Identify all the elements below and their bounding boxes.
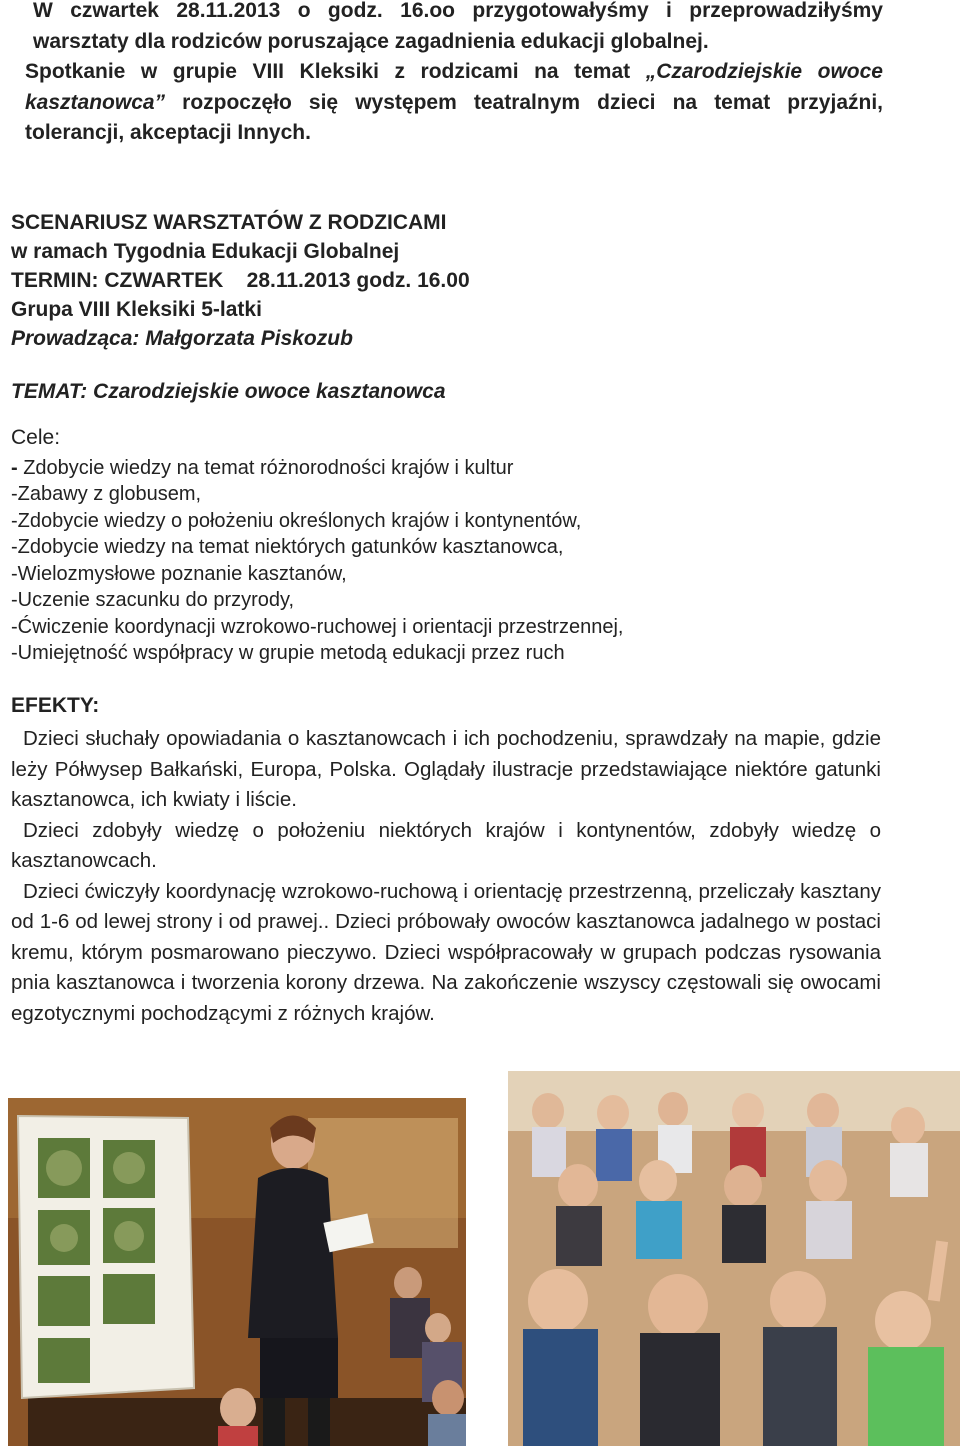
scenario-leader: Prowadząca: Małgorzata Piskozub — [11, 327, 353, 350]
effects-paragraph: Dzieci ćwiczyły koordynację wzrokowo-ruchową i orientację przestrzenną, przeliczały kasztany od 1-6 od lewej strony i od prawej.. Dzieci próbowały owoców kasztanowca jadalnego w postaci kremu, którym posmarowano pieczywo. Dzieci współpracowały w grupach podczas rysowania pnia kasztanowca i tworzenia korony drzewa. Na zakończenie wszyscy częstowali się owocami egzotycznymi pochodzącymi z różnych krajów. — [11, 879, 881, 1025]
effects-heading: EFEKTY: — [11, 694, 100, 717]
goal-item: -Umiejętność współpracy w grupie metodą edukacji przez ruch — [11, 642, 565, 664]
photo-teacher-presentation-image — [8, 1098, 466, 1446]
workshop-title: „Czarodziejskie owoce kasztanowca” — [25, 60, 883, 114]
scenario-date: TERMIN: CZWARTEK 28.11.2013 godz. 16.00 — [11, 269, 470, 292]
intro-paragraph-2-end: rozpoczęło się występem teatralnym dzieci na temat przyjaźni, tolerancji, akceptacji Innych. — [25, 90, 883, 144]
goal-item: -Uczenie szacunku do przyrody, — [11, 589, 295, 611]
goals-section — [11, 425, 911, 667]
scenario-subheading: w ramach Tygodnia Edukacji Globalnej — [11, 240, 400, 263]
scenario-header — [11, 208, 891, 406]
goal-bullet: - — [11, 456, 24, 479]
scenario-topic: TEMAT: Czarodziejskie owoce kasztanowca — [11, 380, 446, 403]
effects-section — [11, 724, 881, 1029]
spacer — [11, 353, 891, 377]
photo-teacher-presentation — [8, 1098, 466, 1446]
effects-paragraph: Dzieci zdobyły wiedzę o położeniu niektórych krajów i kontynentów, zdobyły wiedzę o kasztanowcach. — [11, 818, 881, 872]
goal-item: -Ćwiczenie koordynacji wzrokowo-ruchowej i orientacji przestrzennej, — [11, 615, 624, 638]
intro-text — [11, 0, 883, 149]
intro-paragraph-1: W czwartek 28.11.2013 o godz. 16.oo przygotowałyśmy i przeprowadziłyśmy warsztaty dla rodziców poruszające zagadnienia edukacji globalnej. — [33, 0, 883, 53]
goal-item: -Wielozmysłowe poznanie kasztanów, — [11, 562, 347, 585]
goal-item: -Zdobycie wiedzy o położeniu określonych krajów i kontynentów, — [11, 509, 582, 532]
scenario-group: Grupa VIII Kleksiki 5-latki — [11, 298, 262, 321]
goal-item: -Zdobycie wiedzy na temat niektórych gatunków kasztanowca, — [11, 536, 564, 558]
goals-heading: Cele: — [11, 426, 61, 449]
photo-children-group — [508, 1071, 960, 1446]
goal-item — [11, 455, 911, 482]
goal-item-text: Zdobycie wiedzy na temat różnorodności krajów i kultur — [23, 456, 514, 479]
goal-item: -Zabawy z globusem, — [11, 483, 202, 505]
effects-paragraph: Dzieci słuchały opowiadania o kasztanowcach i ich pochodzeniu, sprawdzały na mapie, gdzie leży Półwysep Bałkański, Europa, Polska. Oglądały ilustracje przedstawiające niektóre gatunki kasztanowca, ich kwiaty i liście. — [11, 727, 881, 811]
scenario-heading: SCENARIUSZ WARSZTATÓW Z RODZICAMI — [11, 211, 447, 234]
photo-children-group-image — [508, 1071, 960, 1446]
intro-paragraph-2 — [11, 57, 883, 149]
intro-paragraph-2-start: Spotkanie w grupie VIII Kleksiki z rodzicami na temat — [25, 60, 646, 83]
